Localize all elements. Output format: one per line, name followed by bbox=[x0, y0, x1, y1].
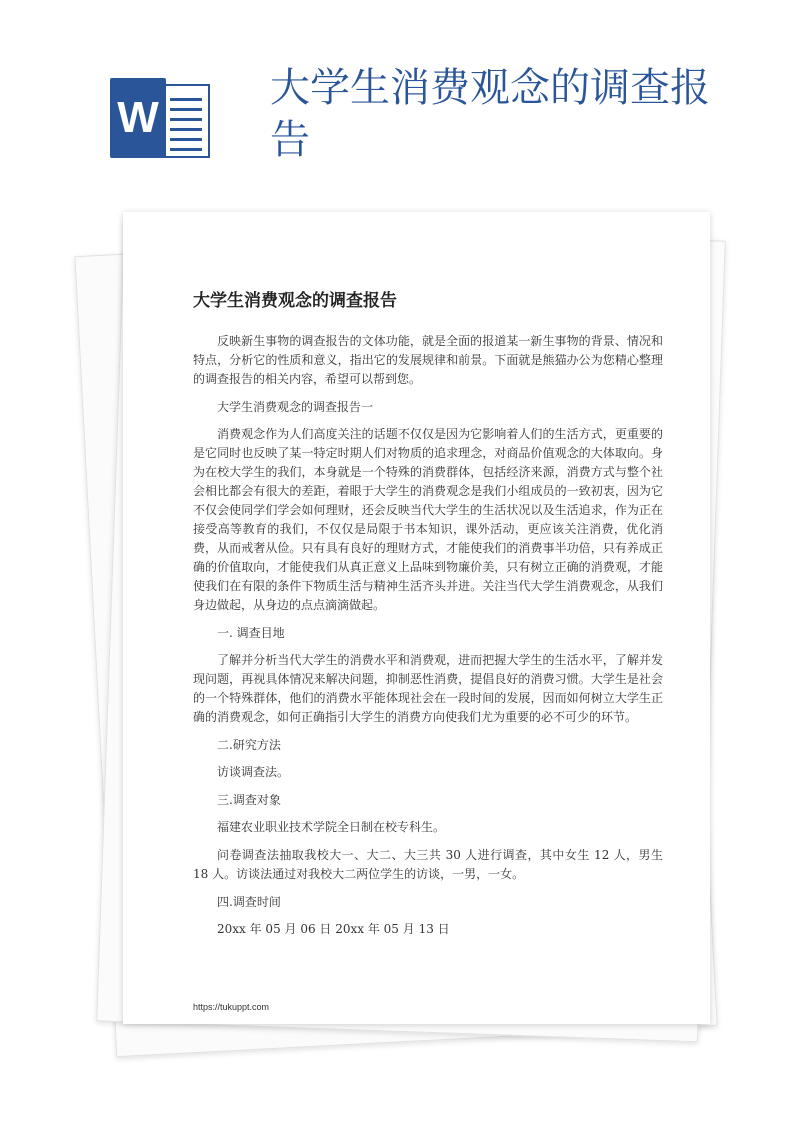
paragraph: 福建农业职业技术学院全日制在校专科生。 bbox=[217, 820, 446, 834]
paragraph: 访谈调查法。 bbox=[217, 765, 290, 779]
section-heading: 四.调查时间 bbox=[217, 895, 281, 909]
word-document-icon bbox=[110, 78, 210, 158]
section-heading: 三.调查对象 bbox=[217, 793, 281, 807]
document-body bbox=[193, 332, 663, 948]
document-preview bbox=[0, 200, 800, 1130]
section-heading: 大学生消费观念的调查报告一 bbox=[217, 400, 374, 414]
paragraph: 20xx 年 05 月 06 日 20xx 年 05 月 13 日 bbox=[217, 922, 450, 936]
banner-title: 大学生消费观念的调查报告 bbox=[270, 65, 710, 163]
section-heading: 一. 调查目地 bbox=[217, 626, 285, 640]
document-page bbox=[123, 212, 710, 1024]
footer-url: https://tukuppt.com bbox=[193, 1002, 270, 1012]
section-heading: 二.研究方法 bbox=[217, 738, 281, 752]
word-letter-badge: W bbox=[110, 78, 166, 158]
banner bbox=[0, 0, 800, 200]
paragraph: 了解并分析当代大学生的消费水平和消费观，进而把握大学生的生活水平，了解并发现问题，再视具体情况来解决问题，抑制恶性消费，提倡良好的消费习惯。大学生是社会的一个特殊群体，他们的消费水平能体现社会在一段时间的发展，因而如何树立大学生正确的消费观念，如何正确指引大学生的消费方向使我们尤为重要的必不可少的环节。 bbox=[193, 653, 663, 724]
paragraph-intro: 反映新生事物的调查报告的文体功能，就是全面的报道某一新生事物的背景、情况和特点，分析它的性质和意义，指出它的发展规律和前景。下面就是熊猫办公为您精心整理的调查报告的相关内容，希望可以帮到您。 bbox=[193, 334, 663, 386]
paragraph: 问卷调查法抽取我校大一、大二、大三共 30 人进行调查，其中女生 12 人，男生 18 人。访谈法通过对我校大二两位学生的访谈，一男，一女。 bbox=[193, 848, 663, 881]
document-title: 大学生消费观念的调查报告 bbox=[193, 291, 397, 311]
paragraph: 消费观念作为人们高度关注的话题不仅仅是因为它影响着人们的生活方式，更重要的是它同时也反映了某一特定时期人们对物质的追求理念，对商品价值观念的大体取向。身为在校大学生的我们，本身就是一个特殊的消费群体，包括经济来源，消费方式与整个社会相比都会有很大的差距，着眼于大学生的消费观念是我们小组成员的一致初衷，因为它不仅会使同学们学会如何理财，还会反映当代大学生的生活状况以及生活追求，作为正在接受高等教育的我们，不仅仅是局限于书本知识，课外活动，更应该关注消费，优化消费，从而戒奢从俭。只有具有良好的理财方式，才能使我们的消费事半功倍，只有养成正确的价值取向，才能使我们从真正意义上品味到物廉价美，只有树立正确的消费观，才能使我们在有限的条件下物质生活与精神生活齐头并进。关注当代大学生消费观念，从我们身边做起，从身边的点点滴滴做起。 bbox=[193, 427, 663, 612]
